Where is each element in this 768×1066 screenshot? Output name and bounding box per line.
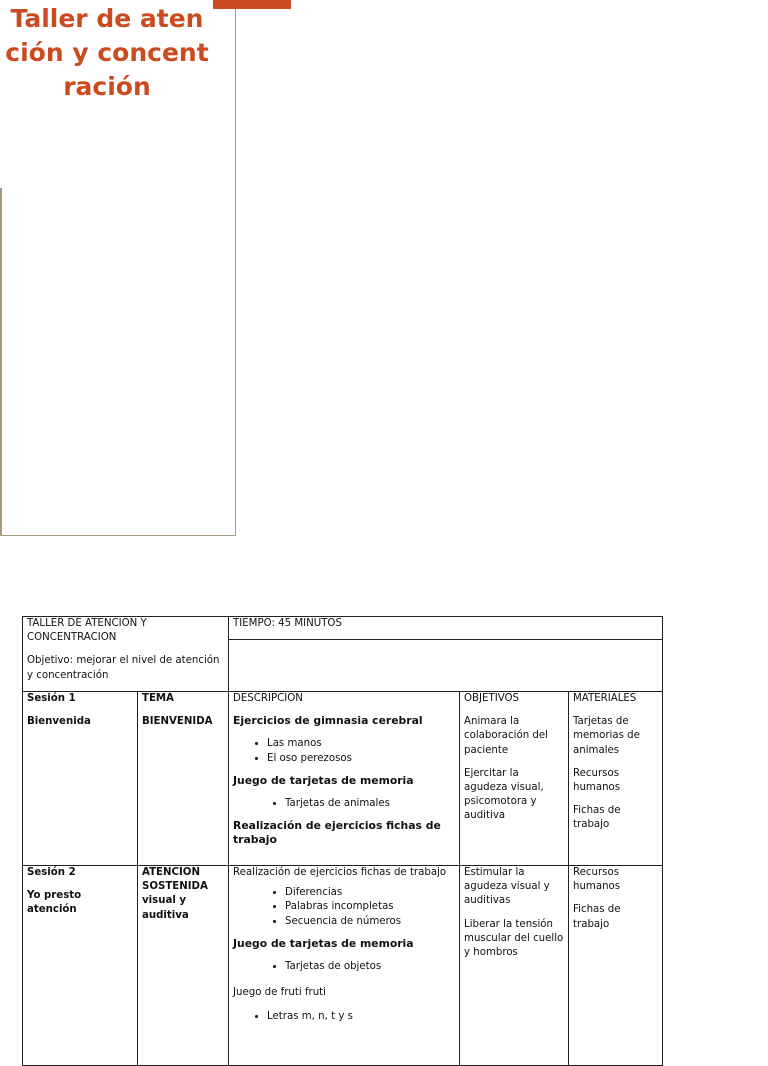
session-2-materials-cell — [569, 866, 663, 1066]
tema-label: TEMA — [142, 693, 174, 704]
list-item: • Tarjetas de animales — [285, 797, 456, 811]
session-1-tema: BIENVENIDA — [142, 716, 213, 728]
session-2-tema: ATENCION SOSTENIDA visual y auditiva — [142, 867, 208, 921]
session-1-heading-3: Realización de ejercicios fichas de trabajo — [233, 819, 441, 847]
accent-bar — [213, 0, 291, 9]
session-2-intro: Realización de ejercicios fichas de trabajo — [233, 867, 447, 878]
objectives-header: OBJETIVOS — [464, 693, 519, 704]
session-2-line-3: Juego de fruti fruti — [233, 987, 327, 999]
session-1-heading-2: Juego de tarjetas de memoria — [233, 773, 414, 787]
session-2-material: Recursos humanos — [573, 867, 621, 893]
header-title: TALLER DE ATENCION Y CONCENTRACION — [27, 618, 147, 644]
list-item: • El oso perezosos — [267, 752, 456, 766]
list-item: • Letras m, n, t y s — [267, 1010, 456, 1024]
header-objective: Objetivo: mejorar el nivel de atención y concentración — [27, 655, 220, 681]
workshop-table-container — [22, 616, 662, 1066]
session-2-list-2 — [233, 960, 456, 974]
session-2-material: Fichas de trabajo — [573, 904, 621, 930]
session-1-cell — [23, 692, 138, 866]
session-2-heading-2: Juego de tarjetas de memoria — [233, 936, 414, 950]
session-2-cell — [23, 866, 138, 1066]
description-header: DESCRIPCION — [233, 693, 303, 704]
session-1-heading-1: Ejercicios de gimnasia cerebral — [233, 714, 423, 728]
session-1-material: Tarjetas de memorias de animales — [573, 716, 640, 756]
time-cell — [229, 617, 663, 640]
list-item: • Tarjetas de objetos — [285, 960, 456, 974]
session-2-objectives-cell — [460, 866, 569, 1066]
blank-cell — [229, 640, 663, 692]
list-item: • Secuencia de números — [285, 915, 456, 929]
session-1-name: Bienvenida — [27, 716, 91, 728]
time-label: TIEMPO: 45 MINUTOS — [233, 618, 342, 629]
session-1-material: Fichas de trabajo — [573, 805, 621, 831]
session-2-tema-cell — [138, 866, 229, 1066]
session-1-objective: Ejercitar la agudeza visual, psicomotora y auditiva — [464, 767, 544, 822]
session-1-objective: Animara la colaboración del paciente — [464, 716, 548, 756]
session-1-label: Sesión 1 — [27, 693, 76, 704]
workshop-table — [22, 616, 663, 1066]
header-title-cell — [23, 617, 229, 692]
session-1-objectives-cell — [460, 692, 569, 866]
materials-header: MATERIALES — [573, 693, 637, 704]
session-1-tema-cell — [138, 692, 229, 866]
session-1-row — [23, 692, 663, 866]
cover-frame-left-rule — [0, 188, 2, 536]
session-2-list-1 — [233, 886, 456, 929]
list-item: • Palabras incompletas — [285, 900, 456, 914]
session-1-material: Recursos humanos — [573, 767, 621, 794]
session-2-list-3 — [233, 1010, 456, 1024]
list-item: • Diferencias — [285, 886, 456, 900]
list-item: • Las manos — [267, 737, 456, 751]
session-2-label: Sesión 2 — [27, 867, 76, 878]
session-2-objective: Liberar la tensión muscular del cuello y hombros — [464, 918, 564, 959]
session-2-objective: Estimular la agudeza visual y auditivas — [464, 867, 550, 907]
session-1-list-1 — [233, 737, 456, 765]
session-1-materials-cell — [569, 692, 663, 866]
header-row — [23, 617, 663, 640]
session-2-description-cell — [229, 866, 460, 1066]
session-2-row — [23, 866, 663, 1066]
session-1-list-2 — [233, 797, 456, 811]
cover-title: Taller de atención y concentración — [5, 4, 209, 101]
session-1-description-cell — [229, 692, 460, 866]
session-2-name: Yo presto atención — [27, 890, 82, 916]
